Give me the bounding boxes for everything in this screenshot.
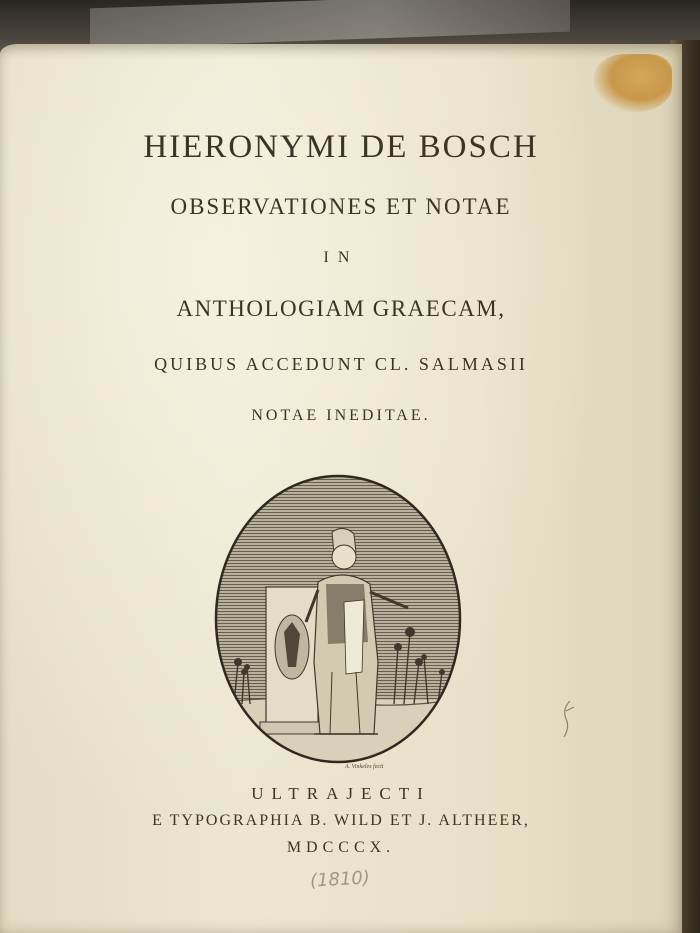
subtitle-line-1: QUIBUS ACCEDUNT CL. SALMASII (154, 354, 528, 374)
subtitle-line-2: NOTAE INEDITAE. (251, 407, 431, 424)
title-line-3: ANTHOLOGIAM GRAECAM, (176, 296, 506, 321)
title-line-2: IN (323, 249, 359, 266)
imprint-year: MDCCCX. (286, 839, 396, 856)
imprint-place: ULTRAJECTI (251, 784, 431, 803)
pencil-scribble-icon (558, 699, 582, 739)
engraver-signature: A. Vinkeles fecit (345, 764, 384, 770)
page-stain (594, 54, 672, 112)
pencil-annotation: (1810) (309, 867, 371, 892)
engraved-vignette-icon (214, 472, 462, 772)
title-page (0, 44, 682, 933)
title-line-1: OBSERVATIONES ET NOTAE (170, 194, 512, 219)
imprint-printer: E TYPOGRAPHIA B. WILD ET J. ALTHEER, (152, 812, 530, 829)
author-heading: HIERONYMI DE BOSCH (143, 129, 539, 165)
